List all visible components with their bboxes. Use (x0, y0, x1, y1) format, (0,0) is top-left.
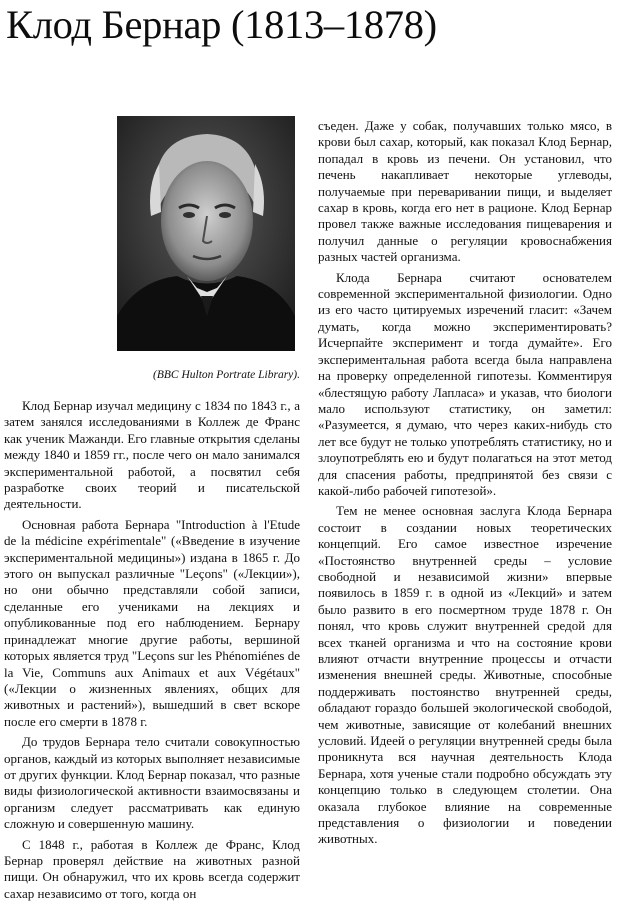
paragraph: съеден. Даже у собак, получавших только мясо, в крови был сахар, который, как показал Клод Бернар, попадал в кровь из печени. Он установил, что печень накапливает некоторые углеводы, получаемые при переваривании пищи, и выделяет сахар в кровь, когда его нет в рационе. Клод Бернар провел также важные исследования пищеварения и получил данные о регуляции кровоснабжения разных частей организма. (318, 118, 612, 265)
paragraph: Основная работа Бернара "Introduction à l'Etude de la médicine expérimentale" («Введение в изучение экспериментальной медицины») издана в 1865 г. До этого он выпускал различные "Leçons" («Лекции»), но они обычно представляли собой записи, сделанные его учениками на лекциях и опубликованные под его наблюдением. Бернару принадлежат многие другие работы, вершиной которых является труд "Leçons sur les Phénomiénes de la Vie, Communs aux Animaux et aux Végétaux" («Лекции о жизненных явлениях, общих для животных и растений»), вышедший в свет вскоре после его смерти в 1878 г. (4, 516, 300, 729)
paragraph: Тем не менее основная заслуга Клода Бернара состоит в создании новых теоретических концепций. Его самое известное изречение «Постоянство внутренней среды – условие свободной и независимой жизни» впервые появилось в 1859 г. в одной из «Лекций» и затем было развито в его посмертном труде 1878 г. Он понял, что кровь служит внутренней средой для всех тканей организма и что на состояние крови влияют отчасти внутренние процессы и отчасти изменения внешней среды. Животные, способные поддерживать постоянство внутренней среды, обладают гораздо большей экологической свободой, чем животные, зависящие от колебаний внешних условий. Идеей о регуляции внутренней среды была проникнута вся научная деятельность Клода Бернара, хотя ученые стали подробно обсуждать эту концепцию только в следующем столетии. Она оказала глубокое влияние на современные представления о физиологии и поведении животных. (318, 503, 612, 847)
portrait-photo (117, 116, 295, 351)
paragraph: До трудов Бернара тело считали совокупностью органов, каждый из которых выполняет независимые от других функции. Клод Бернар показал, что разные виды физиологической активности взаимосвязаны и организм следует рассматривать как единую сложную и совершенную машину. (4, 734, 300, 832)
article-title: Клод Бернар (1813–1878) (6, 2, 437, 47)
paragraph: С 1848 г., работая в Коллеж де Франс, Клод Бернар проверял действие на животных разной пищи. Он обнаружил, что их кровь всегда содержит сахар независимо от того, когда он (4, 836, 300, 901)
portrait-illustration (117, 116, 295, 351)
paragraph: Клод Бернар изучал медицину с 1834 по 1843 г., а затем занялся исследованиями в Коллеж де Франс как ученик Мажанди. Его главные открытия сделаны между 1840 и 1859 гг., после чего он мало занимался экспериментальной работой, а посвятил себя разработке своих теорий и писательской деятельности. (4, 398, 300, 512)
portrait-caption: (BBC Hulton Portrate Library). (153, 369, 300, 381)
right-column (318, 118, 612, 848)
paragraph: Клода Бернара считают основателем современной экспериментальной физиологии. Одно из его часто цитируемых изречений гласит: «Зачем думать, когда можно экспериментировать? Исчерпайте эксперимент и тогда думайте». Его экспериментальная работа всегда была направлена на проверку определенной гипотезы. Комментируя «блестящую работу Лапласа» и указав, что биологи мало используют статистику, он заметил: «Разумеется, я думаю, что через каких-нибудь сто лет все будут не только употреблять статистику, но и злоупотреблять ею и будут полагаться на этот метод для спасения работы, предпринятой без связи с какой-либо рабочей гипотезой». (318, 269, 612, 498)
left-column (4, 398, 300, 902)
